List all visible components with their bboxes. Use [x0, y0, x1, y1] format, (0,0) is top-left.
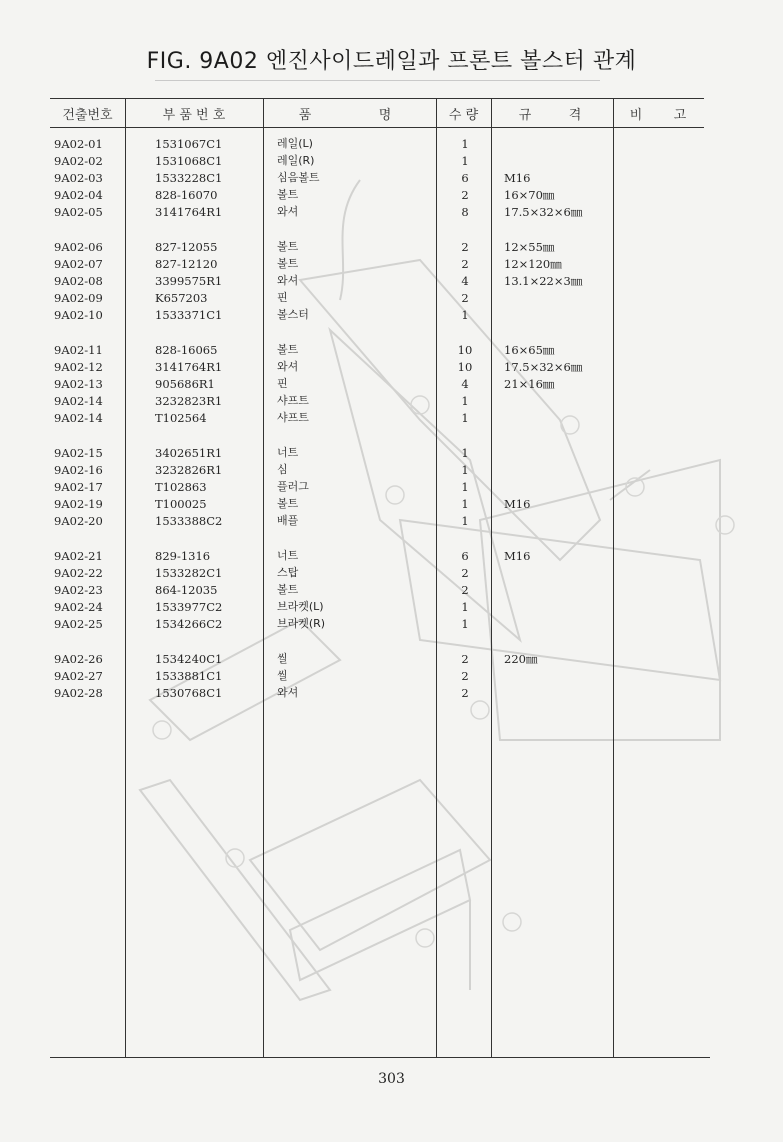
quantity: 1 [461, 308, 469, 322]
item-number: 9A02-09 [54, 291, 103, 305]
part-number: 3141764R1 [155, 205, 223, 219]
part-number: 829-1316 [155, 549, 211, 563]
part-number: T102863 [155, 480, 207, 494]
item-number: 9A02-14 [54, 411, 103, 425]
item-number: 9A02-05 [54, 205, 103, 219]
item-number: 9A02-24 [54, 600, 103, 614]
part-name: 핀 [277, 291, 288, 304]
item-number: 9A02-26 [54, 652, 103, 666]
part-name: 레일(L) [277, 137, 313, 150]
quantity: 2 [461, 291, 469, 305]
part-name: 볼스터 [277, 308, 309, 321]
quantity: 2 [461, 652, 469, 666]
part-name: 심음볼트 [277, 171, 320, 184]
quantity: 1 [461, 497, 469, 511]
part-name: 볼트 [277, 583, 299, 596]
quantity: 2 [461, 566, 469, 580]
part-number: 1534240C1 [155, 652, 223, 666]
part-name: 플러그 [277, 480, 309, 493]
title-underline [155, 80, 600, 81]
specification: 12×120㎜ [504, 257, 562, 271]
table-bottom-rule [50, 1057, 710, 1058]
quantity: 2 [461, 686, 469, 700]
header-spec-a: 규 [518, 108, 532, 123]
item-number: 9A02-15 [54, 446, 103, 460]
item-number: 9A02-11 [54, 343, 103, 357]
item-number: 9A02-06 [54, 240, 103, 254]
page-number: 303 [378, 1071, 405, 1087]
item-number: 9A02-23 [54, 583, 103, 597]
item-number: 9A02-22 [54, 566, 103, 580]
item-number: 9A02-02 [54, 154, 103, 168]
specification: 16×65㎜ [504, 343, 555, 357]
header-part-no: 부 품 번 호 [162, 108, 226, 123]
header-remark-a: 비 [629, 108, 643, 123]
quantity: 10 [457, 343, 473, 357]
part-name: 볼트 [277, 188, 299, 201]
part-number: 827-12120 [155, 257, 218, 271]
part-number: 864-12035 [155, 583, 218, 597]
quantity: 1 [461, 600, 469, 614]
quantity: 2 [461, 669, 469, 683]
part-number: 827-12055 [155, 240, 218, 254]
specification: M16 [504, 497, 531, 511]
specification: 13.1×22×3㎜ [504, 274, 583, 288]
specification: 17.5×32×6㎜ [504, 360, 583, 374]
table-top-rule [50, 98, 704, 99]
part-number: 3402651R1 [155, 446, 223, 460]
specification: 17.5×32×6㎜ [504, 205, 583, 219]
quantity: 1 [461, 463, 469, 477]
item-number: 9A02-08 [54, 274, 103, 288]
part-number: 1533282C1 [155, 566, 223, 580]
part-name: 브라켓(L) [277, 600, 324, 613]
quantity: 1 [461, 480, 469, 494]
quantity: 8 [461, 205, 469, 219]
part-name: 와셔 [277, 205, 299, 218]
quantity: 1 [461, 411, 469, 425]
header-name-a: 품 [298, 108, 312, 123]
part-number: 1533881C1 [155, 669, 223, 683]
header-remark-b: 고 [673, 108, 687, 123]
specification: 12×55㎜ [504, 240, 555, 254]
quantity: 4 [461, 274, 469, 288]
part-number: 3232823R1 [155, 394, 223, 408]
specification: M16 [504, 171, 531, 185]
part-number: 1533228C1 [155, 171, 223, 185]
part-number: 3141764R1 [155, 360, 223, 374]
specification: M16 [504, 549, 531, 563]
item-number: 9A02-16 [54, 463, 103, 477]
part-name: 볼트 [277, 257, 299, 270]
quantity: 6 [461, 549, 469, 563]
specification: 21×16㎜ [504, 377, 555, 391]
item-number: 9A02-19 [54, 497, 103, 511]
quantity: 1 [461, 154, 469, 168]
item-number: 9A02-21 [54, 549, 103, 563]
part-name: 씰 [277, 652, 288, 665]
part-name: 레일(R) [277, 154, 315, 167]
part-number: 828-16070 [155, 188, 218, 202]
part-number: T100025 [155, 497, 207, 511]
part-number: 3232826R1 [155, 463, 223, 477]
part-name: 핀 [277, 377, 288, 390]
figure-title: FIG. 9A02 엔진사이드레일과 프론트 볼스터 관계 [146, 49, 637, 74]
item-number: 9A02-12 [54, 360, 103, 374]
part-name: 와셔 [277, 360, 299, 373]
quantity: 1 [461, 617, 469, 631]
item-number: 9A02-14 [54, 394, 103, 408]
specification: 220㎜ [504, 652, 538, 666]
quantity: 4 [461, 377, 469, 391]
item-number: 9A02-07 [54, 257, 103, 271]
part-number: 1534266C2 [155, 617, 223, 631]
part-name: 브라켓(R) [277, 617, 326, 630]
part-name: 스탑 [277, 566, 299, 579]
item-number: 9A02-03 [54, 171, 103, 185]
part-name: 볼트 [277, 343, 299, 356]
specification: 16×70㎜ [504, 188, 555, 202]
quantity: 1 [461, 446, 469, 460]
col-divider-2 [263, 98, 264, 1058]
part-number: T102564 [155, 411, 207, 425]
part-number: 3399575R1 [155, 274, 223, 288]
part-number: 1533977C2 [155, 600, 223, 614]
part-name: 너트 [277, 549, 299, 562]
item-number: 9A02-20 [54, 514, 103, 528]
item-number: 9A02-17 [54, 480, 103, 494]
header-spec-b: 격 [568, 108, 582, 123]
col-divider-4 [491, 98, 492, 1058]
part-name: 심 [277, 463, 288, 476]
part-name: 볼트 [277, 240, 299, 253]
part-name: 샤프트 [277, 394, 309, 407]
part-name: 너트 [277, 446, 299, 459]
quantity: 2 [461, 583, 469, 597]
quantity: 2 [461, 257, 469, 271]
part-number: 828-16065 [155, 343, 218, 357]
header-name-b: 명 [378, 108, 392, 123]
part-number: K657203 [155, 291, 208, 305]
part-number: 1531068C1 [155, 154, 223, 168]
col-divider-3 [436, 98, 437, 1058]
part-name: 볼트 [277, 497, 299, 510]
quantity: 6 [461, 171, 469, 185]
item-number: 9A02-27 [54, 669, 103, 683]
item-number: 9A02-13 [54, 377, 103, 391]
header-qty: 수 량 [448, 108, 479, 123]
part-number: 905686R1 [155, 377, 215, 391]
quantity: 2 [461, 240, 469, 254]
part-name: 씰 [277, 669, 288, 682]
item-number: 9A02-01 [54, 137, 103, 151]
quantity: 1 [461, 514, 469, 528]
item-number: 9A02-28 [54, 686, 103, 700]
quantity: 1 [461, 394, 469, 408]
quantity: 1 [461, 137, 469, 151]
part-number: 1531067C1 [155, 137, 223, 151]
part-number: 1533371C1 [155, 308, 223, 322]
part-name: 와셔 [277, 686, 299, 699]
part-name: 배플 [277, 514, 299, 527]
header-item-no: 건출번호 [62, 108, 113, 123]
part-number: 1533388C2 [155, 514, 223, 528]
item-number: 9A02-04 [54, 188, 103, 202]
part-name: 와셔 [277, 274, 299, 287]
quantity: 10 [457, 360, 473, 374]
part-number: 1530768C1 [155, 686, 223, 700]
header-bottom-rule [50, 127, 704, 128]
col-divider-5 [613, 98, 614, 1058]
col-divider-1 [125, 98, 126, 1058]
item-number: 9A02-10 [54, 308, 103, 322]
part-name: 샤프트 [277, 411, 309, 424]
quantity: 2 [461, 188, 469, 202]
item-number: 9A02-25 [54, 617, 103, 631]
